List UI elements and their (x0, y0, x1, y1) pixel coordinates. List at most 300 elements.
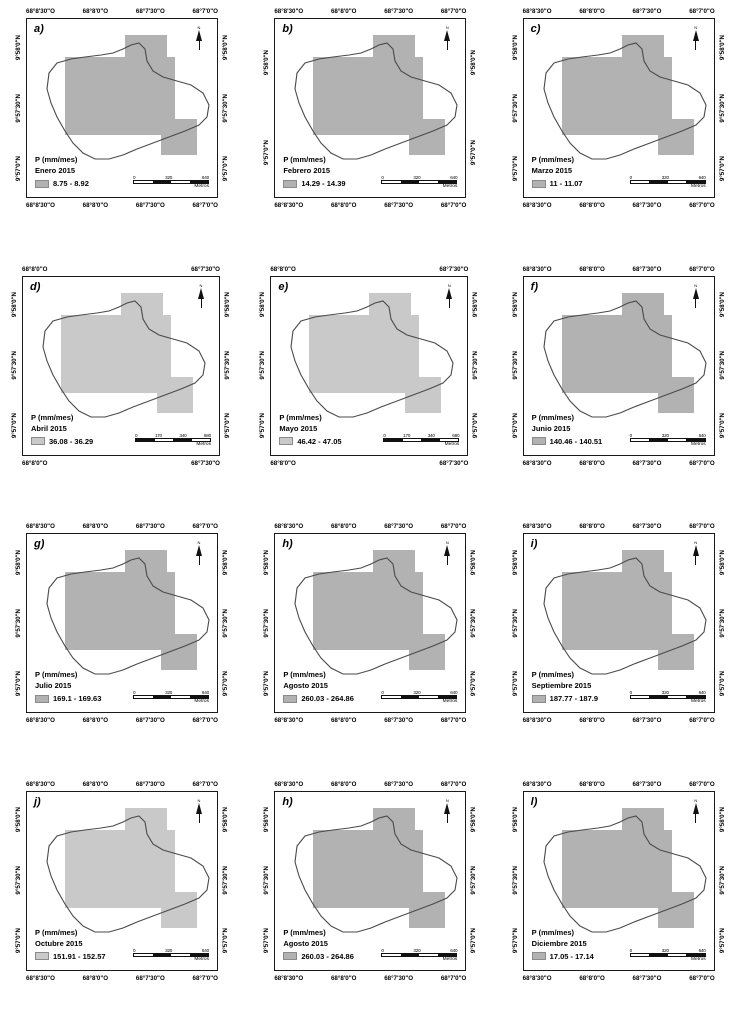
map-frame[interactable] (523, 533, 715, 713)
map-panel-cell (248, 0, 496, 258)
longitude-label: 68°8'30"O (522, 780, 552, 788)
longitude-axis-labels-bottom (22, 460, 220, 467)
scale-bar-units: Metros (444, 441, 460, 447)
scale-tick-label: 320 (661, 690, 669, 695)
legend-class-row (283, 951, 354, 962)
panel-letter: h) (282, 795, 293, 808)
latitude-label: 9°58'0"N (718, 292, 726, 318)
legend-class-row (35, 178, 89, 189)
latitude-label: 9°58'0"N (263, 549, 271, 575)
panel-letter: d) (30, 280, 41, 293)
map-panel-cell (248, 258, 496, 516)
scale-tick-label: 640 (450, 947, 458, 953)
map-legend (283, 154, 345, 189)
legend-title: P (mm/mes) (531, 412, 575, 422)
latitude-label: 9°57'0"N (259, 413, 267, 439)
map-legend (532, 412, 603, 447)
latitude-label: 9°57'0"N (718, 413, 726, 439)
legend-class-row (283, 693, 354, 704)
latitude-axis-labels-left (512, 18, 519, 198)
legend-class-range: 169.1 - 169.63 (53, 694, 102, 703)
legend-color-swatch (532, 437, 546, 445)
map-panel-l[interactable] (511, 780, 726, 982)
scale-tick-label: 0 (381, 690, 384, 695)
longitude-label: 68°8'0"O (22, 265, 48, 273)
longitude-label: 68°8'30"O (26, 717, 55, 724)
scale-tick-label: 640 (450, 175, 458, 180)
longitude-label: 68°8'30"O (274, 780, 304, 788)
scale-tick-label: 640 (201, 690, 209, 695)
legend-class-range: 46.42 - 47.05 (297, 436, 342, 446)
legend-class-row (532, 178, 583, 189)
legend-class-range: 8.75 - 8.92 (53, 179, 89, 188)
legend-class-row (532, 436, 603, 447)
latitude-label: 9°58'0"N (472, 292, 480, 318)
legend-class-range: 151.91 - 152.57 (53, 951, 106, 961)
latitude-label: 9°57'30"N (263, 866, 271, 895)
legend-class-row (532, 693, 598, 704)
longitude-axis-labels-bottom (274, 717, 466, 724)
longitude-axis-labels-top (270, 266, 468, 273)
scale-tick-label: 640 (201, 947, 209, 953)
scale-tick-label: 320 (165, 690, 173, 695)
longitude-label: 68°7'30"O (384, 202, 414, 209)
longitude-label: 68°7'30"O (632, 8, 662, 15)
legend-color-swatch (31, 437, 45, 445)
longitude-axis-labels-top (523, 266, 715, 273)
latitude-label: 9°57'30"N (718, 93, 726, 123)
legend-class-range: 36.08 - 36.29 (49, 436, 94, 446)
longitude-label: 68°7'0"O (192, 523, 218, 530)
north-arrow-icon: N (688, 540, 704, 570)
longitude-label: 68°7'30"O (384, 523, 414, 530)
legend-title: P (mm/mes) (35, 670, 78, 679)
scale-tick-label: 340 (427, 432, 435, 438)
map-panel-h[interactable] (263, 523, 478, 724)
longitude-label: 68°7'30"O (191, 265, 220, 273)
latitude-label: 9°57'0"N (222, 155, 229, 182)
scale-tick-label: 640 (698, 432, 706, 438)
longitude-axis-labels-top (26, 8, 218, 15)
longitude-label: 68°7'30"O (135, 974, 165, 982)
latitude-label: 9°57'30"N (718, 866, 726, 895)
longitude-label: 68°8'0"O (579, 459, 605, 467)
latitude-axis-labels-right (222, 18, 229, 198)
scale-tick-label: 320 (165, 947, 173, 953)
map-panel-cell (497, 515, 745, 773)
longitude-label: 68°8'0"O (82, 974, 109, 982)
map-panel-h[interactable] (263, 780, 478, 982)
longitude-label: 68°8'0"O (270, 459, 296, 467)
panel-letter: g) (34, 538, 45, 550)
longitude-label: 68°8'0"O (579, 974, 605, 982)
latitude-label: 9°57'30"N (222, 866, 229, 895)
map-panel-a[interactable] (15, 8, 229, 209)
scale-tick-label: 170 (154, 432, 162, 438)
longitude-label: 68°8'0"O (82, 8, 109, 15)
scale-bar (383, 433, 459, 447)
legend-class-range: 17.05 - 17.14 (549, 951, 594, 961)
legend-title: P (mm/mes) (31, 412, 74, 422)
map-legend (532, 154, 583, 189)
latitude-label: 9°58'0"N (263, 807, 271, 833)
latitude-axis-labels-left (263, 791, 270, 971)
scale-tick-label: 0 (133, 175, 136, 180)
latitude-axis-labels-left (259, 276, 266, 456)
latitude-label: 9°57'0"N (511, 928, 519, 954)
map-frame[interactable] (274, 791, 466, 971)
latitude-label: 9°57'0"N (470, 928, 478, 954)
latitude-axis-labels-right (470, 533, 477, 713)
legend-class-row (283, 178, 345, 189)
map-frame[interactable] (22, 276, 220, 456)
longitude-label: 68°7'0"O (689, 523, 715, 530)
scale-tick-label: 680 (452, 432, 460, 438)
longitude-label: 68°7'30"O (135, 523, 165, 530)
scale-bar-units: Metros (194, 184, 209, 189)
scale-tick-label: 0 (629, 432, 633, 438)
latitude-axis-labels-right (719, 791, 726, 971)
scale-bar (133, 690, 209, 704)
latitude-label: 9°58'0"N (511, 549, 519, 575)
latitude-axis-labels-right (470, 791, 477, 971)
longitude-label: 68°8'0"O (579, 202, 605, 209)
latitude-label: 9°57'0"N (11, 413, 18, 439)
map-frame[interactable] (274, 533, 466, 713)
map-frame[interactable] (26, 533, 218, 713)
latitude-label: 9°58'0"N (15, 549, 22, 575)
map-panel-j[interactable] (15, 780, 229, 982)
legend-month: Octubre 2015 (35, 938, 83, 948)
latitude-label: 9°57'30"N (15, 608, 22, 638)
legend-color-swatch (35, 952, 49, 960)
latitude-label: 9°58'0"N (511, 807, 519, 833)
scale-bar (630, 433, 706, 447)
legend-class-range: 260.03 - 264.86 (301, 951, 354, 961)
latitude-axis-labels-left (15, 18, 22, 198)
longitude-axis-labels-top (22, 266, 220, 273)
longitude-label: 68°7'30"O (135, 780, 165, 788)
latitude-axis-labels-left (512, 276, 519, 456)
longitude-label: 68°8'30"O (522, 717, 552, 724)
latitude-axis-labels-left (263, 533, 270, 713)
longitude-label: 68°8'0"O (82, 780, 109, 788)
scale-bar (630, 175, 706, 189)
latitude-label: 9°57'30"N (222, 608, 229, 638)
latitude-axis-labels-left (512, 791, 519, 971)
latitude-label: 9°57'0"N (222, 670, 229, 697)
longitude-label: 68°8'30"O (522, 459, 552, 467)
map-frame[interactable] (523, 18, 715, 198)
latitude-label: 9°57'0"N (15, 928, 22, 954)
latitude-axis-labels-right (222, 791, 229, 971)
longitude-label: 68°7'30"O (632, 523, 662, 530)
scale-tick-label: 0 (381, 175, 384, 180)
longitude-axis-labels-bottom (523, 202, 715, 209)
legend-class-range: 187.77 - 187.9 (549, 694, 599, 703)
map-panel-e[interactable] (259, 265, 480, 467)
longitude-label: 68°7'30"O (135, 8, 165, 15)
latitude-label: 9°57'0"N (470, 670, 478, 697)
longitude-label: 68°8'0"O (270, 265, 296, 273)
panel-letter: l) (530, 795, 538, 808)
longitude-label: 68°7'0"O (440, 523, 467, 530)
legend-title: P (mm/mes) (531, 670, 575, 679)
longitude-label: 68°7'0"O (440, 780, 467, 788)
longitude-label: 68°8'30"O (26, 8, 55, 15)
latitude-label: 9°57'30"N (470, 866, 478, 895)
longitude-axis-labels-top (26, 523, 218, 530)
scale-tick-label: 680 (203, 432, 211, 438)
latitude-axis-labels-right (224, 276, 231, 456)
map-legend (35, 927, 106, 962)
longitude-label: 68°7'0"O (689, 974, 715, 982)
scale-bar-units: Metros (690, 956, 706, 962)
latitude-label: 9°58'0"N (511, 34, 519, 60)
latitude-label: 9°57'30"N (263, 608, 271, 638)
longitude-label: 68°7'0"O (192, 8, 218, 15)
scale-tick-label: 0 (133, 690, 136, 695)
scale-tick-label: 320 (413, 690, 421, 695)
latitude-label: 9°58'0"N (718, 807, 726, 833)
north-arrow-icon: N (439, 25, 455, 55)
longitude-label: 68°7'0"O (689, 780, 715, 788)
scale-tick-label: 320 (661, 175, 669, 180)
legend-color-swatch (283, 695, 297, 703)
latitude-label: 9°57'0"N (224, 413, 231, 439)
panel-letter: i) (530, 538, 538, 550)
map-legend (31, 412, 93, 447)
map-panel-cell (248, 515, 496, 773)
map-legend (283, 669, 354, 704)
longitude-label: 68°8'30"O (274, 8, 304, 15)
longitude-label: 68°8'30"O (274, 717, 304, 724)
panel-letter: a) (34, 23, 44, 35)
panel-letter: b) (282, 23, 293, 35)
legend-title: P (mm/mes) (35, 927, 78, 937)
longitude-label: 68°7'30"O (135, 717, 165, 724)
scale-tick-label: 0 (629, 947, 633, 953)
legend-color-swatch (283, 180, 297, 188)
longitude-label: 68°8'0"O (579, 8, 605, 15)
map-frame[interactable] (26, 18, 218, 198)
longitude-label: 68°7'30"O (632, 202, 662, 209)
longitude-label: 68°8'30"O (274, 202, 304, 209)
latitude-label: 9°58'0"N (222, 34, 229, 60)
scale-tick-label: 640 (201, 175, 209, 180)
map-panel-d[interactable] (11, 265, 231, 467)
scale-tick-label: 0 (629, 175, 633, 180)
latitude-label: 9°57'0"N (222, 928, 229, 954)
latitude-label: 9°58'0"N (15, 34, 22, 60)
latitude-axis-labels-left (15, 791, 22, 971)
longitude-label: 68°8'0"O (330, 717, 357, 724)
scale-bar-units: Metros (442, 699, 458, 704)
latitude-label: 9°57'0"N (470, 140, 478, 166)
panel-letter: h) (282, 538, 293, 550)
longitude-label: 68°7'30"O (632, 459, 662, 467)
latitude-label: 9°58'0"N (470, 549, 478, 575)
longitude-label: 68°7'30"O (135, 202, 165, 209)
north-arrow-icon: N (193, 283, 209, 313)
longitude-label: 68°7'0"O (440, 8, 467, 15)
panel-letter: c) (530, 23, 541, 35)
map-legend (532, 669, 598, 704)
longitude-label: 68°7'0"O (689, 265, 715, 273)
longitude-label: 68°7'0"O (689, 8, 715, 15)
latitude-axis-labels-left (15, 533, 22, 713)
scale-bar-units: Metros (194, 699, 209, 704)
latitude-label: 9°57'30"N (511, 608, 519, 638)
scale-tick-label: 170 (403, 432, 411, 438)
legend-title: P (mm/mes) (283, 670, 326, 679)
latitude-label: 9°58'0"N (224, 292, 231, 318)
legend-title: P (mm/mes) (283, 155, 326, 164)
legend-month: Marzo 2015 (531, 166, 573, 175)
latitude-axis-labels-right (719, 533, 726, 713)
longitude-label: 68°8'30"O (26, 523, 55, 530)
map-panel-cell (497, 0, 745, 258)
legend-month: Agosto 2015 (283, 938, 328, 948)
longitude-axis-labels-top (274, 781, 466, 788)
north-arrow-icon: N (441, 283, 457, 313)
latitude-label: 9°57'30"N (470, 608, 478, 638)
scale-bar-units: Metros (194, 956, 209, 962)
map-panel-g[interactable] (15, 523, 229, 724)
longitude-label: 68°8'0"O (330, 202, 357, 209)
longitude-label: 68°7'0"O (440, 974, 467, 982)
latitude-label: 9°57'30"N (11, 351, 18, 380)
longitude-label: 68°7'0"O (689, 459, 715, 467)
scale-bar (135, 433, 211, 447)
longitude-label: 68°8'30"O (26, 202, 55, 209)
latitude-label: 9°58'0"N (11, 292, 18, 318)
longitude-label: 68°8'0"O (82, 523, 109, 530)
longitude-label: 68°7'0"O (192, 780, 218, 788)
map-frame[interactable] (270, 276, 468, 456)
scale-tick-label: 0 (135, 432, 138, 438)
scale-bar (630, 948, 706, 962)
legend-color-swatch (35, 695, 49, 703)
longitude-axis-labels-top (274, 8, 466, 15)
north-arrow-icon: N (191, 798, 207, 828)
map-frame[interactable] (26, 791, 218, 971)
longitude-label: 68°8'0"O (330, 523, 357, 530)
latitude-label: 9°57'30"N (718, 608, 726, 638)
longitude-label: 68°8'30"O (522, 974, 552, 982)
longitude-label: 68°7'30"O (632, 974, 662, 982)
latitude-axis-labels-right (470, 18, 477, 198)
map-frame[interactable] (523, 276, 715, 456)
map-frame[interactable] (274, 18, 466, 198)
scale-tick-label: 320 (413, 175, 421, 180)
longitude-axis-labels-bottom (523, 717, 715, 724)
legend-month: Agosto 2015 (283, 681, 328, 690)
longitude-label: 68°7'30"O (384, 780, 414, 788)
latitude-label: 9°57'0"N (472, 413, 480, 439)
latitude-label: 9°58'0"N (222, 807, 229, 833)
longitude-label: 68°7'0"O (440, 717, 467, 724)
map-frame[interactable] (523, 791, 715, 971)
latitude-label: 9°57'30"N (511, 93, 519, 123)
scale-bar-units: Metros (442, 956, 458, 962)
map-panel-c[interactable] (511, 8, 726, 209)
map-panel-f[interactable] (511, 265, 726, 467)
legend-month: Mayo 2015 (279, 423, 318, 433)
longitude-axis-labels-bottom (26, 717, 218, 724)
longitude-label: 68°8'0"O (82, 717, 109, 724)
latitude-axis-labels-right (719, 18, 726, 198)
scale-bar-units: Metros (442, 184, 458, 189)
latitude-label: 9°57'0"N (511, 413, 519, 439)
legend-class-range: 140.46 - 140.51 (549, 436, 603, 446)
longitude-label: 68°7'0"O (192, 974, 218, 982)
map-legend (279, 412, 341, 447)
map-panel-b[interactable] (263, 8, 478, 209)
legend-color-swatch (35, 180, 49, 188)
legend-month: Febrero 2015 (283, 166, 331, 175)
map-panel-cell (0, 258, 248, 516)
longitude-axis-labels-bottom (523, 975, 715, 982)
latitude-label: 9°58'0"N (718, 549, 726, 575)
legend-class-row (35, 951, 106, 962)
legend-class-range: 260.03 - 264.86 (301, 694, 354, 703)
map-legend (35, 154, 89, 189)
scale-bar (381, 690, 457, 704)
scale-bar (381, 948, 457, 962)
map-panel-cell (497, 258, 745, 516)
longitude-label: 68°8'0"O (330, 780, 357, 788)
longitude-axis-labels-top (523, 781, 715, 788)
scale-bar-units: Metros (690, 441, 706, 447)
scale-tick-label: 320 (165, 175, 173, 180)
latitude-label: 9°57'0"N (15, 155, 22, 182)
legend-title: P (mm/mes) (279, 412, 322, 422)
legend-month: Julio 2015 (35, 681, 72, 690)
latitude-label: 9°58'0"N (511, 292, 519, 318)
latitude-label: 9°57'0"N (263, 670, 271, 697)
latitude-label: 9°57'30"N (472, 351, 480, 380)
longitude-label: 68°8'30"O (26, 780, 55, 788)
longitude-label: 68°7'30"O (632, 717, 662, 724)
longitude-label: 68°7'0"O (689, 717, 715, 724)
longitude-axis-labels-top (274, 523, 466, 530)
scale-tick-label: 640 (698, 947, 706, 953)
latitude-label: 9°57'0"N (263, 140, 271, 166)
legend-class-row (532, 951, 594, 962)
north-arrow-icon: N (688, 798, 704, 828)
latitude-label: 9°57'0"N (718, 155, 726, 182)
latitude-label: 9°57'30"N (224, 351, 231, 380)
longitude-label: 68°8'0"O (330, 8, 357, 15)
latitude-label: 9°57'0"N (263, 928, 271, 954)
longitude-axis-labels-bottom (26, 975, 218, 982)
latitude-label: 9°58'0"N (222, 549, 229, 575)
scale-bar (381, 175, 457, 189)
legend-month: Abril 2015 (31, 423, 67, 433)
map-panel-cell (497, 773, 745, 1030)
longitude-axis-labels-bottom (523, 460, 715, 467)
map-panel-cell (0, 515, 248, 773)
latitude-label: 9°57'0"N (718, 670, 726, 697)
longitude-label: 68°7'0"O (440, 202, 467, 209)
longitude-label: 68°8'0"O (579, 265, 605, 273)
legend-color-swatch (532, 952, 546, 960)
longitude-label: 68°7'30"O (439, 459, 469, 467)
map-panel-i[interactable] (511, 523, 726, 724)
scale-tick-label: 640 (450, 690, 458, 695)
legend-month: Diciembre 2015 (531, 938, 587, 948)
